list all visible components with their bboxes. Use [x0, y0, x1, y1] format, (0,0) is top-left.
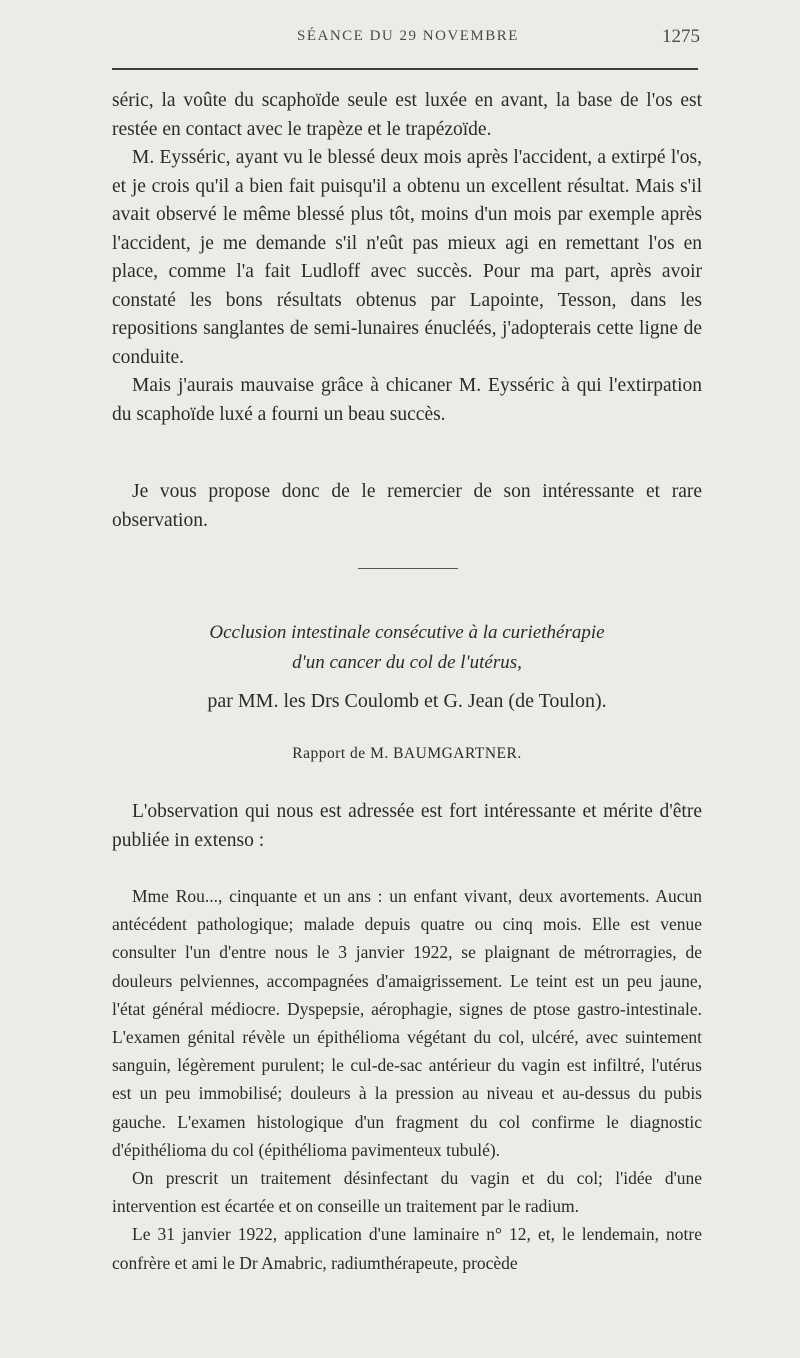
- paragraph: Mais j'aurais mauvaise grâce à chicaner M. Eysséric à qui l'extirpation du scaphoïde luxé a fourni un beau succès.: [112, 375, 702, 425]
- report-line: Rapport de M. BAUMGARTNER.: [292, 745, 522, 762]
- observation-paragraph: On prescrit un traitement désinfectant du vagin et du col; l'idée d'une intervention est écartée et on conseille un traitement par le radium.: [112, 1168, 702, 1217]
- running-head: [0, 28, 800, 50]
- page-number: 1275: [662, 26, 700, 47]
- observation-body: [112, 882, 702, 1277]
- intro-paragraph: L'observation qui nous est adressée est fort intéressante et mérite d'être publiée in extenso :: [112, 801, 702, 851]
- observation-paragraph: Mme Rou..., cinquante et un ans : un enfant vivant, deux avortements. Aucun antécédent pathologique; malade depuis quatre ou cinq mois. Elle est venue consulter l'un d'entre nous le 3 janvier 1922, se plaignant de métrorragies, de douleurs pelviennes, accompagnées d'amaigrissement. Le teint est un peu jaune, l'état général médiocre. Dyspepsie, aérophagie, signes de ptose gastro-intestinale. L'examen génital révèle un épithélioma végétant du col, ulcéré, avec suintement sanguin, légèrement purulent; le cul-de-sac antérieur du vagin est infiltré, l'utérus est un peu immobilisé; douleurs à la pression au niveau et au-dessus du pubis gauche. L'examen histologique d'un fragment du col confirme le diagnostic d'épithélioma du col (épithélioma pavimenteux tubulé).: [112, 886, 702, 1160]
- section-divider: [358, 568, 458, 569]
- header-rule: [112, 68, 698, 70]
- paragraph: M. Eysséric, ayant vu le blessé deux mois après l'accident, a extirpé l'os, et je crois qu'il a bien fait puisqu'il a obtenu un excellent résultat. Mais s'il avait observé le même blessé plus tôt, moins d'un mois par exemple après l'accident, je me demande s'il n'eût pas mieux agi en remettant l'os en place, comme l'a fait Ludloff avec succès. Pour ma part, après avoir constaté les bons résultats obtenus par Lapointe, Tesson, dans les repositions sanglantes de semi-lunaires énucléés, j'adopterais cette ligne de conduite.: [112, 147, 702, 368]
- paragraph: séric, la voûte du scaphoïde seule est luxée en avant, la base de l'os est restée en contact avec le trapèze et le trapézoïde.: [112, 90, 702, 140]
- section1-closing: [112, 478, 702, 535]
- article-title-line1: Occlusion intestinale consécutive à la curiethérapie: [209, 622, 605, 643]
- article-authors: par MM. les Drs Coulomb et G. Jean (de Toulon).: [207, 690, 607, 712]
- article-intro: [112, 798, 702, 855]
- article-title-line2: d'un cancer du col de l'utérus,: [292, 652, 522, 673]
- section1-body: [112, 87, 702, 429]
- article-title: [112, 618, 702, 678]
- closing-paragraph: Je vous propose donc de le remercier de son intéressante et rare observation.: [112, 481, 702, 531]
- running-title: SÉANCE DU 29 NOVEMBRE: [297, 28, 519, 44]
- observation-paragraph: Le 31 janvier 1922, application d'une laminaire n° 12, et, le lendemain, notre confrère et ami le Dr Amabric, radiumthérapeute, procède: [112, 1224, 702, 1273]
